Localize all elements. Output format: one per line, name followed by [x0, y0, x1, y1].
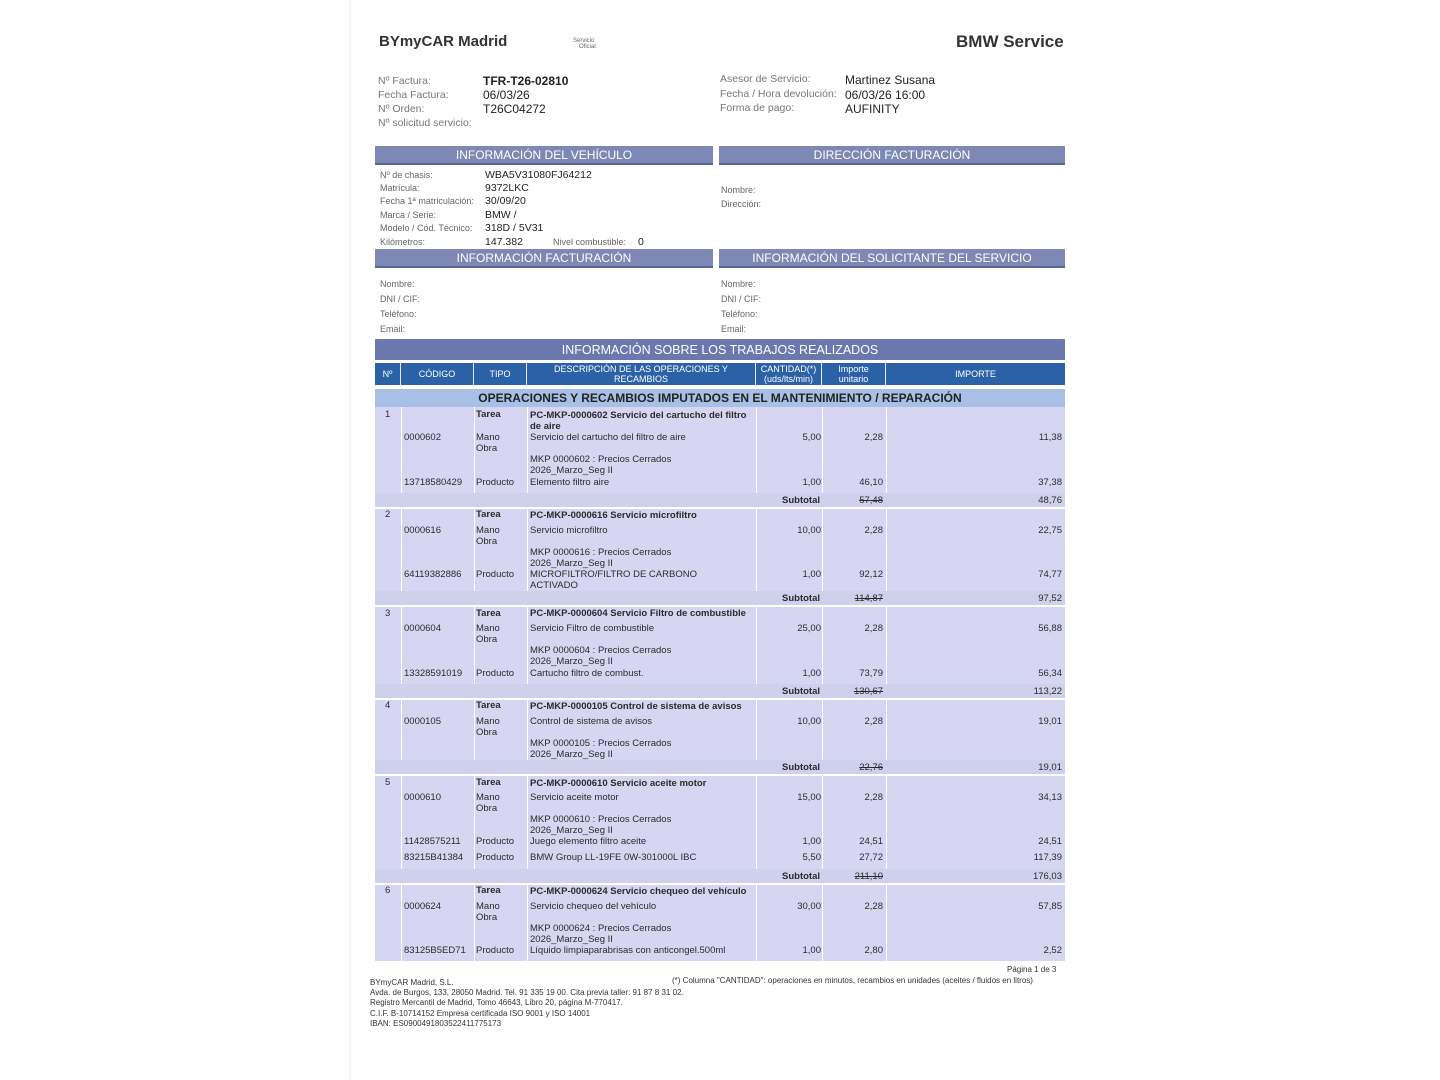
col-header-tipo: TIPO: [474, 363, 527, 385]
item-quantity: 10,00: [797, 716, 821, 727]
marca-value: BMW /: [485, 209, 517, 221]
item-code: 13718580429: [404, 477, 463, 488]
item-amount: 19,01: [1038, 716, 1062, 727]
item-description: Juego elemento filtro aceite: [530, 836, 647, 847]
item-description: Elemento filtro aire: [530, 477, 610, 488]
solicitante-section-title: INFORMACIÓN DEL SOLICITANTE DEL SERVICIO: [719, 249, 1065, 268]
group-number: 3: [385, 608, 391, 619]
item-amount: 117,39: [1033, 852, 1062, 863]
subtotal-value: 176,03: [1032, 871, 1062, 882]
chasis-label: Nº de chasis:: [380, 170, 433, 180]
dealer-name: BYmyCAR Madrid: [379, 33, 508, 50]
subtotal-label: Subtotal: [782, 686, 820, 697]
col-header-cantidad: CANTIDAD(*) (uds/lts/min): [756, 363, 822, 385]
item-description: Control de sistema de avisos: [530, 716, 652, 727]
item-type: Mano Obra: [476, 432, 500, 454]
solicitante-telefono-label: Teléfono:: [721, 309, 758, 319]
group-number: 2: [385, 509, 391, 520]
badge-line-2: Oficial: [579, 44, 596, 50]
billing-nombre-label: Nombre:: [721, 185, 756, 195]
matricula-value: 9372LKC: [485, 182, 529, 194]
item-quantity: 5,00: [802, 432, 821, 443]
item-amount: 74,77: [1038, 569, 1062, 580]
task-title: PC-MKP-0000624 Servicio chequeo del vehículo: [530, 886, 747, 897]
item-description: Líquido limpiaparabrisas con anticongel.500ml: [530, 945, 726, 956]
item-amount: 56,88: [1038, 623, 1062, 634]
modelo-label: Modelo / Cód. Técnico:: [380, 223, 473, 233]
item-code: 0000616: [404, 525, 441, 536]
asesor-label: Asesor de Servicio:: [720, 73, 811, 85]
item-type: Producto: [476, 668, 515, 679]
fecha-label: Fecha Factura:: [378, 89, 449, 101]
combustible-value: 0: [638, 236, 644, 248]
item-quantity: 1,00: [802, 668, 821, 679]
devolucion-label: Fecha / Hora devolución:: [720, 88, 837, 100]
item-amount: 34,13: [1038, 792, 1062, 803]
trabajos-section-title: INFORMACIÓN SOBRE LOS TRABAJOS REALIZADOS: [375, 339, 1065, 360]
facturacion-nombre-label: Nombre:: [380, 279, 415, 289]
tarea-label: Tarea: [476, 409, 501, 420]
facturacion-telefono-label: Teléfono:: [380, 309, 417, 319]
task-title: PC-MKP-0000604 Servicio Filtro de combustible: [530, 608, 746, 619]
col-header-codigo: CÓDIGO: [401, 363, 474, 385]
item-quantity: 10,00: [797, 525, 821, 536]
matricula-label: Matrícula:: [380, 183, 420, 193]
page-number: Página 1 de 3: [1007, 965, 1057, 974]
item-unit-price: 46,10: [859, 477, 883, 488]
item-quantity: 15,00: [797, 792, 821, 803]
group-number: 4: [385, 700, 391, 711]
operaciones-subheader: OPERACIONES Y RECAMBIOS IMPUTADOS EN EL MANTENIMIENTO / REPARACIÓN: [375, 389, 1065, 407]
tarea-label: Tarea: [476, 777, 501, 788]
item-description: MICROFILTRO/FILTRO DE CARBONO ACTIVADO: [530, 569, 697, 591]
group-number: 6: [385, 885, 391, 896]
subtotal-original: 114,87: [854, 593, 883, 604]
item-unit-price: 27,72: [859, 852, 883, 863]
item-quantity: 5,50: [802, 852, 821, 863]
chasis-value: WBA5V31080FJ64212: [485, 169, 592, 181]
factura-label: Nº Factura:: [378, 75, 431, 87]
item-type: Mano Obra: [476, 525, 500, 547]
subtotal-label: Subtotal: [782, 495, 820, 506]
devolucion-value: 06/03/26 16:00: [845, 88, 926, 102]
col-header-importe: IMPORTE: [886, 363, 1065, 385]
solicitante-nombre-label: Nombre:: [721, 279, 756, 289]
subtotal-original: 130,67: [853, 686, 883, 697]
item-description: Servicio Filtro de combustible: [530, 623, 655, 634]
item-quantity: 1,00: [802, 836, 821, 847]
mkp-note: MKP 0000616 : Precios Cerrados 2026_Marzo_Seg II: [530, 547, 672, 569]
col-header-importe-unitario: Importe unitario: [822, 363, 886, 385]
col-header-descripcion: DESCRIPCIÓN DE LAS OPERACIONES Y RECAMBIOS: [527, 363, 756, 385]
task-title: PC-MKP-0000602 Servicio del cartucho del filtro de aire: [530, 410, 747, 432]
service-brand: BMW Service: [956, 32, 1064, 51]
col-header-n: Nº: [375, 363, 401, 385]
fecha-value: 06/03/26: [483, 88, 530, 102]
tarea-label: Tarea: [476, 608, 501, 619]
official-badge: [573, 38, 596, 50]
item-type: Mano Obra: [476, 901, 500, 923]
tarea-label: Tarea: [476, 509, 501, 520]
subtotal-original: 57,48: [859, 495, 883, 506]
item-unit-price: 2,28: [864, 525, 883, 536]
item-code: 0000602: [404, 432, 441, 443]
task-title: PC-MKP-0000616 Servicio microfiltro: [530, 510, 697, 521]
subtotal-original: 211,10: [854, 871, 883, 882]
group-number: 5: [385, 777, 391, 788]
item-unit-price: 2,80: [864, 945, 883, 956]
item-code: 64119382886: [404, 569, 462, 580]
facturacion-section-title: INFORMACIÓN FACTURACIÓN: [375, 249, 713, 268]
task-title: PC-MKP-0000610 Servicio aceite motor: [530, 778, 707, 789]
footer-iban: IBAN: ES0900491803522411775173: [370, 1019, 502, 1028]
item-code: 0000105: [404, 716, 441, 727]
subtotal-value: 113,22: [1033, 686, 1062, 697]
item-type: Producto: [476, 852, 515, 863]
item-description: BMW Group LL-19FE 0W-301000L IBC: [530, 852, 697, 863]
facturacion-email-label: Email:: [380, 324, 406, 334]
mkp-note: MKP 0000105 : Precios Cerrados 2026_Marzo_Seg II: [530, 738, 672, 760]
item-amount: 37,38: [1038, 477, 1062, 488]
item-amount: 11,38: [1038, 432, 1062, 443]
fecha-matriculacion-label: Fecha 1ª matriculación:: [380, 196, 474, 206]
item-unit-price: 2,28: [864, 901, 883, 912]
orden-value: T26C04272: [483, 102, 546, 116]
item-code: 13328591019: [404, 668, 463, 679]
solicitud-label: Nº solicitud servicio:: [378, 117, 472, 129]
item-unit-price: 2,28: [864, 432, 883, 443]
pago-label: Forma de pago:: [720, 102, 795, 114]
item-type: Mano Obra: [476, 716, 500, 738]
item-type: Producto: [476, 836, 515, 847]
direccion-section-title: DIRECCIÓN FACTURACIÓN: [719, 146, 1065, 165]
factura-value: TFR-T26-02810: [483, 74, 569, 88]
item-quantity: 30,00: [797, 901, 821, 912]
item-code: 0000604: [404, 623, 441, 634]
item-code: 83125B5ED71: [404, 945, 466, 956]
item-description: Cartucho filtro de combust.: [530, 668, 644, 679]
subtotal-original: 22,76: [859, 762, 883, 773]
fecha-matriculacion-value: 30/09/20: [485, 195, 526, 207]
item-amount: 22,75: [1038, 525, 1062, 536]
cantidad-note: (*) Columna "CANTIDAD": operaciones en minutos, recambios en unidades (aceites / fluidos en litros): [672, 976, 1033, 985]
item-code: 11428575211: [404, 836, 461, 847]
item-quantity: 1,00: [802, 569, 821, 580]
footer-company: BYmyCAR Madrid, S.L.: [370, 978, 454, 987]
item-amount: 2,52: [1043, 945, 1062, 956]
modelo-value: 318D / 5V31: [485, 222, 544, 234]
item-quantity: 1,00: [802, 945, 821, 956]
footer-cif: C.I.F. B-10714152 Empresa certificada ISO 9001 y ISO 14001: [370, 1009, 591, 1018]
item-type: Mano Obra: [476, 623, 500, 645]
pago-value: AUFINITY: [845, 102, 900, 116]
mkp-note: MKP 0000604 : Precios Cerrados 2026_Marzo_Seg II: [530, 645, 672, 667]
item-unit-price: 73,79: [859, 668, 883, 679]
billing-direccion-label: Dirección:: [721, 199, 762, 209]
marca-label: Marca / Serie:: [380, 210, 437, 220]
subtotal-value: 97,52: [1038, 593, 1062, 604]
km-label: Kilómetros:: [380, 237, 426, 247]
solicitante-email-label: Email:: [721, 324, 747, 334]
vehiculo-section-title: INFORMACIÓN DEL VEHÍCULO: [375, 146, 713, 165]
km-value: 147.382: [485, 236, 523, 248]
group-number: 1: [385, 409, 391, 420]
tarea-label: Tarea: [476, 885, 501, 896]
item-type: Producto: [476, 477, 515, 488]
item-unit-price: 2,28: [864, 623, 883, 634]
item-code: 83215B41384: [404, 852, 464, 863]
item-unit-price: 92,12: [859, 569, 883, 580]
item-description: Servicio aceite motor: [530, 792, 619, 803]
item-amount: 57,85: [1038, 901, 1062, 912]
footer-address: Avda. de Burgos, 133, 28050 Madrid. Tel. 91 335 19 00. Cita previa taller: 91 87 8 31 02.: [370, 988, 684, 997]
item-unit-price: 24,51: [859, 836, 883, 847]
subtotal-value: 48,76: [1038, 495, 1062, 506]
subtotal-label: Subtotal: [782, 762, 820, 773]
combustible-label: Nivel combustible:: [553, 237, 627, 247]
asesor-value: Martinez Susana: [845, 73, 936, 87]
facturacion-dni-label: DNI / CIF:: [380, 294, 420, 304]
subtotal-label: Subtotal: [782, 593, 820, 604]
mkp-note: MKP 0000624 : Precios Cerrados 2026_Marzo_Seg II: [530, 923, 672, 945]
item-unit-price: 2,28: [864, 792, 883, 803]
item-description: Servicio chequeo del vehículo: [530, 901, 657, 912]
item-quantity: 25,00: [797, 623, 821, 634]
item-type: Producto: [476, 569, 515, 580]
tarea-label: Tarea: [476, 700, 501, 711]
item-code: 0000624: [404, 901, 441, 912]
solicitante-dni-label: DNI / CIF:: [721, 294, 761, 304]
subtotal-value: 19,01: [1038, 762, 1062, 773]
subtotal-label: Subtotal: [782, 871, 820, 882]
item-quantity: 1,00: [802, 477, 821, 488]
badge-line-1: Servicio: [573, 38, 595, 44]
task-title: PC-MKP-0000105 Control de sistema de avisos: [530, 701, 742, 712]
group-separator: [375, 605, 1065, 607]
item-amount: 24,51: [1038, 836, 1062, 847]
mkp-note: MKP 0000602 : Precios Cerrados 2026_Marzo_Seg II: [530, 454, 672, 476]
mkp-note: MKP 0000610 : Precios Cerrados 2026_Marzo_Seg II: [530, 814, 672, 836]
orden-label: Nº Orden:: [378, 103, 425, 115]
item-type: Mano Obra: [476, 792, 500, 814]
footer-registro: Registro Mercantil de Madrid, Tomo 46643, Libro 20, página M-770417.: [370, 998, 623, 1007]
group-separator: [375, 774, 1065, 776]
item-amount: 56,34: [1038, 668, 1062, 679]
item-unit-price: 2,28: [864, 716, 883, 727]
item-description: Servicio del cartucho del filtro de aire: [530, 432, 686, 443]
item-type: Producto: [476, 945, 515, 956]
item-code: 0000610: [404, 792, 441, 803]
item-description: Servicio microfiltro: [530, 525, 608, 536]
